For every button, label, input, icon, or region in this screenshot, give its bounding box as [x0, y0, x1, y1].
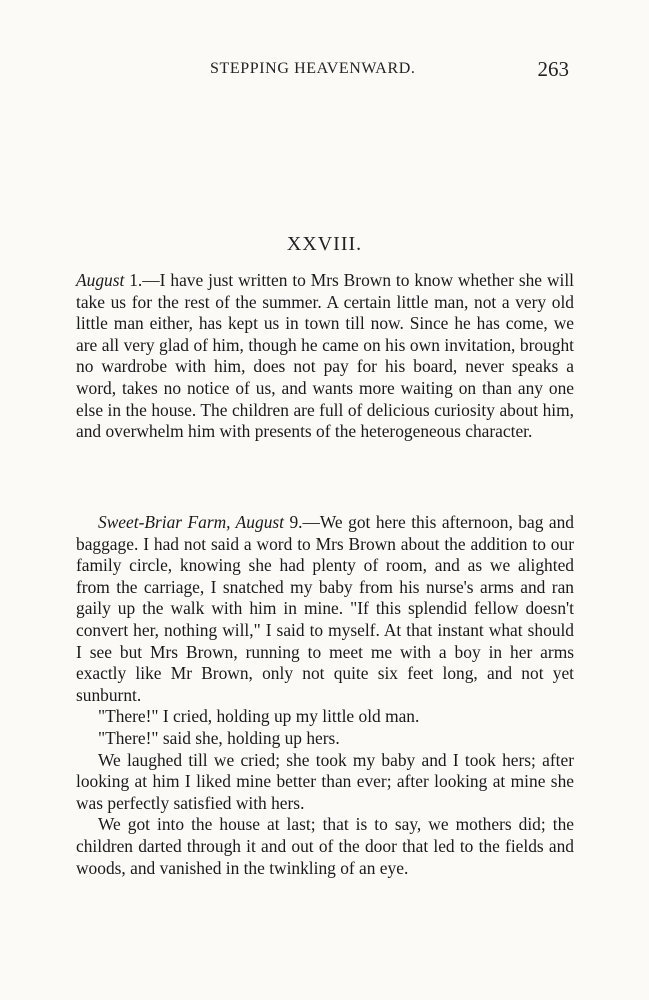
running-head: STEPPING HEAVENWARD. — [210, 60, 416, 77]
entry-date: August — [76, 270, 125, 290]
journal-entry — [76, 270, 574, 443]
entry-text: 1.—I have just written to Mrs Brown to know whether she will take us for the rest of the summer. A certain little man, not a very old little man either, has kept us in town till now. Since he has come, we are all very glad of him, though he came on his own invitation, brought no wardrobe with him, does not pay for his board, never speaks a word, takes no notice of us, and wants more waiting on than any one else in the house. The children are full of delicious curiosity about him, and overwhelm him with presents of the heterogeneous character. — [76, 270, 574, 442]
entry-paragraph: "There!" said she, holding up hers. — [98, 727, 340, 748]
entry-paragraph: We got into the house at last; that is to say, we mothers did; the children darted through it and out of the door that led to the fields and woods, and vanished in the twinkling of an eye. — [76, 814, 574, 878]
entry-text: 9.—We got here this afternoon, bag and baggage. I had not said a word to Mrs Brown about the addition to our family circle, knowing she had plenty of room, and as we alighted from the carriage, I snatched my baby from his nurse's arms and ran gaily up the walk with him in mine. "If this splendid fellow doesn't convert her, nothing will," I said to myself. At that instant what should I see but Mrs Brown, running to meet me with a boy in her arms exactly like Mr Brown, only not quite six feet long, and not yet sunburnt. — [76, 512, 574, 705]
entry-paragraph: We laughed till we cried; she took my baby and I took hers; after looking at him I liked mine better than ever; after looking at mine she was perfectly satisfied with hers. — [76, 749, 574, 813]
entry-paragraph — [76, 270, 574, 443]
journal-entry — [76, 512, 574, 879]
entry-date: Sweet-Briar Farm, August — [98, 512, 284, 532]
entry-paragraph — [76, 512, 574, 706]
entry-paragraph: "There!" I cried, holding up my little old man. — [98, 706, 420, 727]
page-number: 263 — [537, 57, 569, 81]
chapter-title: XXVIII. — [286, 233, 363, 255]
